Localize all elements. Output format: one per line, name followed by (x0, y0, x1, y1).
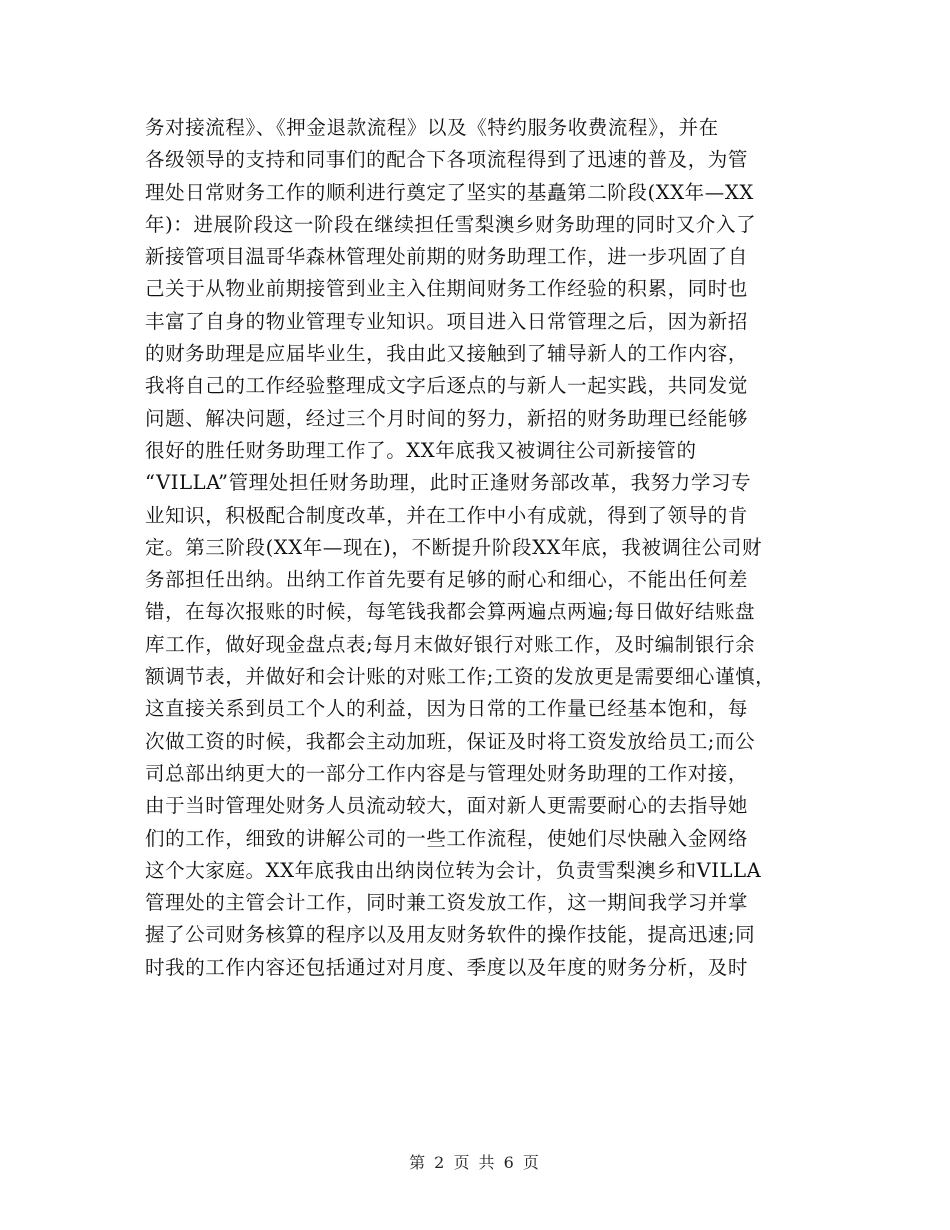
text-line: 年)：进展阶段这一阶段在继续担任雪梨澳乡财务助理的同时又介入了 (145, 212, 757, 236)
text-line: 务部担任出纳。出纳工作首先要有足够的耐心和细心，不能出任何差 (145, 568, 749, 592)
text-line: 己关于从物业前期接管到业主入住期间财务工作经验的积累，同时也 (145, 277, 749, 301)
text-line: 理处日常财务工作的顺利进行奠定了坚实的基矗第二阶段(XX年—XX (145, 180, 754, 204)
text-line: 次做工资的时候，我都会主动加班，保证及时将工资发放给员工;而公 (145, 729, 756, 753)
text-line: 司总部出纳更大的一部分工作内容是与管理处财务助理的工作对接， (145, 761, 749, 785)
text-line: 丰富了自身的物业管理专业知识。项目进入日常管理之后，因为新招 (145, 309, 749, 333)
text-line: 问题、解决问题，经过三个月时间的努力，新招的财务助理已经能够 (145, 406, 749, 430)
text-line: 这直接关系到员工个人的利益，因为日常的工作量已经基本饱和，每 (145, 697, 749, 721)
text-line: 的财务助理是应届毕业生，我由此又接触到了辅导新人的工作内容， (145, 342, 749, 366)
text-line: 各级领导的支持和同事们的配合下各项流程得到了迅速的普及，为管 (145, 148, 749, 172)
text-line: 我将自己的工作经验整理成文字后逐点的与新人一起实践，共同发觉 (145, 374, 749, 398)
text-line: 握了公司财务核算的程序以及用友财务软件的操作技能，提高迅速;同 (145, 923, 756, 947)
page-footer: 第 2 页 共 6 页 (409, 1153, 541, 1172)
text-line: 业知识，积极配合制度改革，并在工作中小有成就，得到了领导的肯 (145, 503, 749, 527)
text-line: 由于当时管理处财务人员流动较大，面对新人更需要耐心的去指导她 (145, 794, 749, 818)
text-line: 新接管项目温哥华森林管理处前期的财务助理工作，进一步巩固了自 (145, 245, 749, 269)
text-line: 库工作，做好现金盘点表;每月末做好银行对账工作，及时编制银行余 (145, 632, 756, 656)
text-line: 错，在每次报账的时候，每笔钱我都会算两遍点两遍;每日做好结账盘 (145, 600, 756, 624)
text-line: 时我的工作内容还包括通过对月度、季度以及年度的财务分析，及时 (145, 955, 749, 979)
body-text (145, 112, 825, 984)
text-line: “VILLA”管理处担任财务助理，此时正逢财务部改革，我努力学习专 (145, 471, 752, 495)
text-line: 很好的胜任财务助理工作了。XX年底我又被调往公司新接管的 (145, 438, 697, 462)
text-line: 额调节表，并做好和会计账的对账工作;工资的发放更是需要细心谨慎， (145, 665, 776, 689)
text-line: 务对接流程》、《押金退款流程》以及《特约服务收费流程》，并在 (145, 116, 719, 139)
text-line: 管理处的主管会计工作，同时兼工资发放工作，这一期间我学习并掌 (145, 891, 749, 915)
text-line: 这个大家庭。XX年底我由出纳岗位转为会计，负责雪梨澳乡和VILLA (145, 858, 762, 882)
text-line: 们的工作，细致的讲解公司的一些工作流程，使她们尽快融入金网络 (145, 826, 749, 850)
text-line: 定。第三阶段(XX年—现在)，不断提升阶段XX年底，我被调往公司财 (145, 535, 763, 559)
